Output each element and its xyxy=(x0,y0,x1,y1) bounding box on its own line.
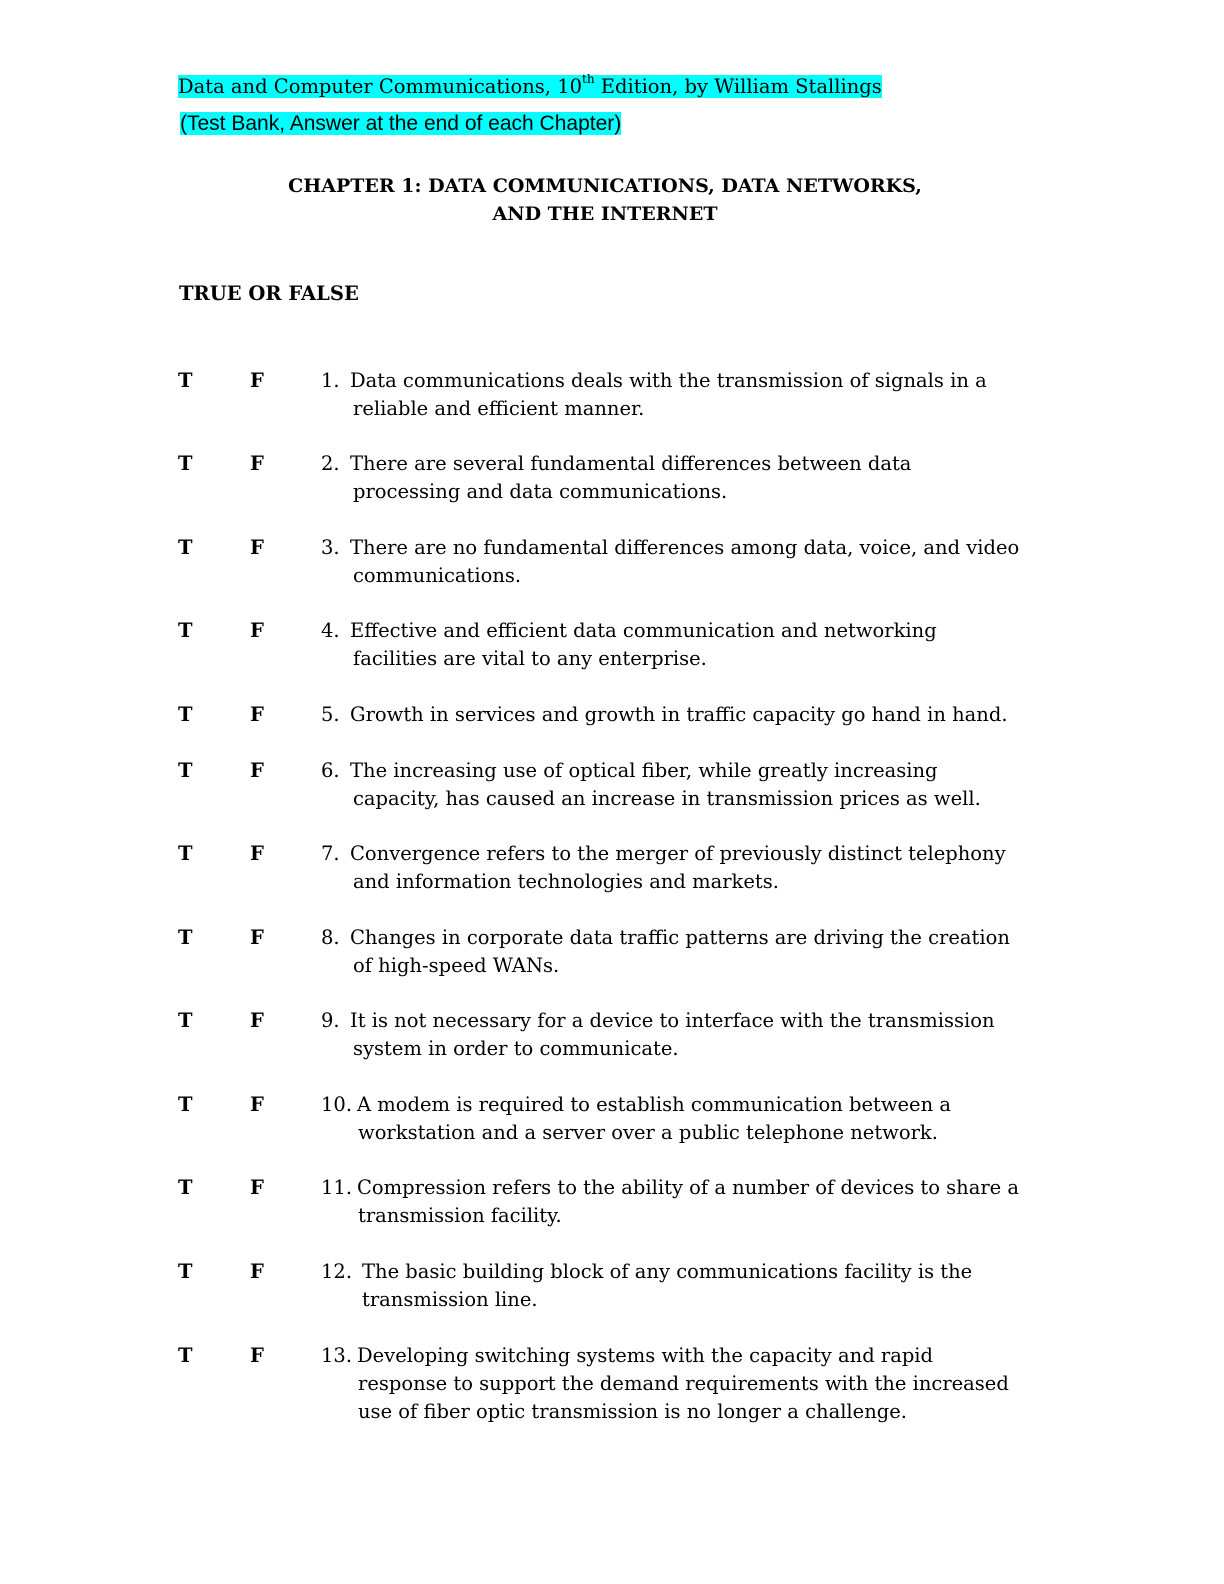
question-line: transmission facility. xyxy=(358,1204,562,1227)
true-option[interactable]: T xyxy=(178,1344,193,1367)
question-text xyxy=(350,450,1050,506)
question-line: communications. xyxy=(353,564,522,587)
true-option[interactable]: T xyxy=(178,1260,193,1283)
question-number: 12. xyxy=(321,1260,353,1283)
question-line: Convergence refers to the merger of previously distinct telephony xyxy=(350,842,1006,865)
question-text xyxy=(357,1174,1057,1230)
question-text xyxy=(350,617,1050,673)
question-number: 2. xyxy=(321,452,340,475)
false-option[interactable]: F xyxy=(250,536,264,559)
question-number: 11. xyxy=(321,1176,353,1199)
question-number: 1. xyxy=(321,369,340,392)
question-line: Developing switching systems with the capacity and rapid xyxy=(357,1344,934,1367)
false-option[interactable]: F xyxy=(250,1344,264,1367)
question-text xyxy=(350,840,1050,896)
true-option[interactable]: T xyxy=(178,1093,193,1116)
question-number: 5. xyxy=(321,703,340,726)
question-text xyxy=(362,1258,1062,1314)
question-text xyxy=(357,1342,1057,1426)
false-option[interactable]: F xyxy=(250,369,264,392)
question-line: workstation and a server over a public telephone network. xyxy=(358,1121,938,1144)
question-line: Compression refers to the ability of a number of devices to share a xyxy=(357,1176,1020,1199)
question-text xyxy=(350,534,1050,590)
question-line: of high-speed WANs. xyxy=(353,954,560,977)
true-option[interactable]: T xyxy=(178,452,193,475)
question-text xyxy=(350,701,1050,729)
question-line: response to support the demand requirements with the increased xyxy=(358,1372,1009,1395)
false-option[interactable]: F xyxy=(250,619,264,642)
book-title-suffix: Edition, by William Stallings xyxy=(594,74,882,98)
question-line: facilities are vital to any enterprise. xyxy=(353,647,707,670)
question-number: 4. xyxy=(321,619,340,642)
true-option[interactable]: T xyxy=(178,619,193,642)
question-line: The basic building block of any communications facility is the xyxy=(362,1260,973,1283)
question-line: Growth in services and growth in traffic capacity go hand in hand. xyxy=(350,703,1008,726)
false-option[interactable]: F xyxy=(250,703,264,726)
question-line: There are several fundamental differences between data xyxy=(350,452,912,475)
true-option[interactable]: T xyxy=(178,759,193,782)
question-number: 8. xyxy=(321,926,340,949)
question-line: reliable and efficient manner. xyxy=(353,397,645,420)
subtitle-text: (Test Bank, Answer at the end of each Chapter) xyxy=(180,112,622,135)
chapter-heading xyxy=(0,172,1224,228)
question-number: 7. xyxy=(321,842,340,865)
false-option[interactable]: F xyxy=(250,1260,264,1283)
question-line: Data communications deals with the transmission of signals in a xyxy=(350,369,987,392)
question-line: system in order to communicate. xyxy=(353,1037,679,1060)
question-line: There are no fundamental differences among data, voice, and video xyxy=(350,536,1020,559)
book-title-superscript: th xyxy=(582,72,595,86)
question-line: transmission line. xyxy=(362,1288,538,1311)
question-line: It is not necessary for a device to interface with the transmission xyxy=(350,1009,995,1032)
false-option[interactable]: F xyxy=(250,1176,264,1199)
question-line: capacity, has caused an increase in transmission prices as well. xyxy=(353,787,981,810)
true-option[interactable]: T xyxy=(178,536,193,559)
question-text xyxy=(350,367,1050,423)
section-title: TRUE OR FALSE xyxy=(179,282,359,305)
book-title xyxy=(178,74,882,98)
question-line: The increasing use of optical fiber, while greatly increasing xyxy=(350,759,938,782)
false-option[interactable]: F xyxy=(250,842,264,865)
true-option[interactable]: T xyxy=(178,1176,193,1199)
chapter-heading-line-2: AND THE INTERNET xyxy=(492,203,718,225)
true-option[interactable]: T xyxy=(178,926,193,949)
question-line: A modem is required to establish communication between a xyxy=(357,1093,951,1116)
question-text xyxy=(350,924,1050,980)
false-option[interactable]: F xyxy=(250,452,264,475)
question-number: 3. xyxy=(321,536,340,559)
question-number: 10. xyxy=(321,1093,353,1116)
question-line: processing and data communications. xyxy=(353,480,728,503)
false-option[interactable]: F xyxy=(250,1093,264,1116)
false-option[interactable]: F xyxy=(250,926,264,949)
chapter-heading-line-1: CHAPTER 1: DATA COMMUNICATIONS, DATA NETWORKS, xyxy=(288,175,922,197)
question-line: Changes in corporate data traffic patterns are driving the creation xyxy=(350,926,1010,949)
true-option[interactable]: T xyxy=(178,1009,193,1032)
question-number: 6. xyxy=(321,759,340,782)
true-option[interactable]: T xyxy=(178,369,193,392)
question-text xyxy=(350,1007,1050,1063)
false-option[interactable]: F xyxy=(250,759,264,782)
book-title-prefix: Data and Computer Communications, 10 xyxy=(178,74,583,98)
question-text xyxy=(350,757,1050,813)
question-line: and information technologies and markets. xyxy=(353,870,779,893)
true-option[interactable]: T xyxy=(178,703,193,726)
question-line: use of fiber optic transmission is no longer a challenge. xyxy=(358,1400,907,1423)
question-text xyxy=(357,1091,1057,1147)
question-number: 13. xyxy=(321,1344,353,1367)
true-option[interactable]: T xyxy=(178,842,193,865)
false-option[interactable]: F xyxy=(250,1009,264,1032)
question-number: 9. xyxy=(321,1009,340,1032)
subtitle xyxy=(180,112,621,136)
question-line: Effective and efficient data communication and networking xyxy=(350,619,937,642)
